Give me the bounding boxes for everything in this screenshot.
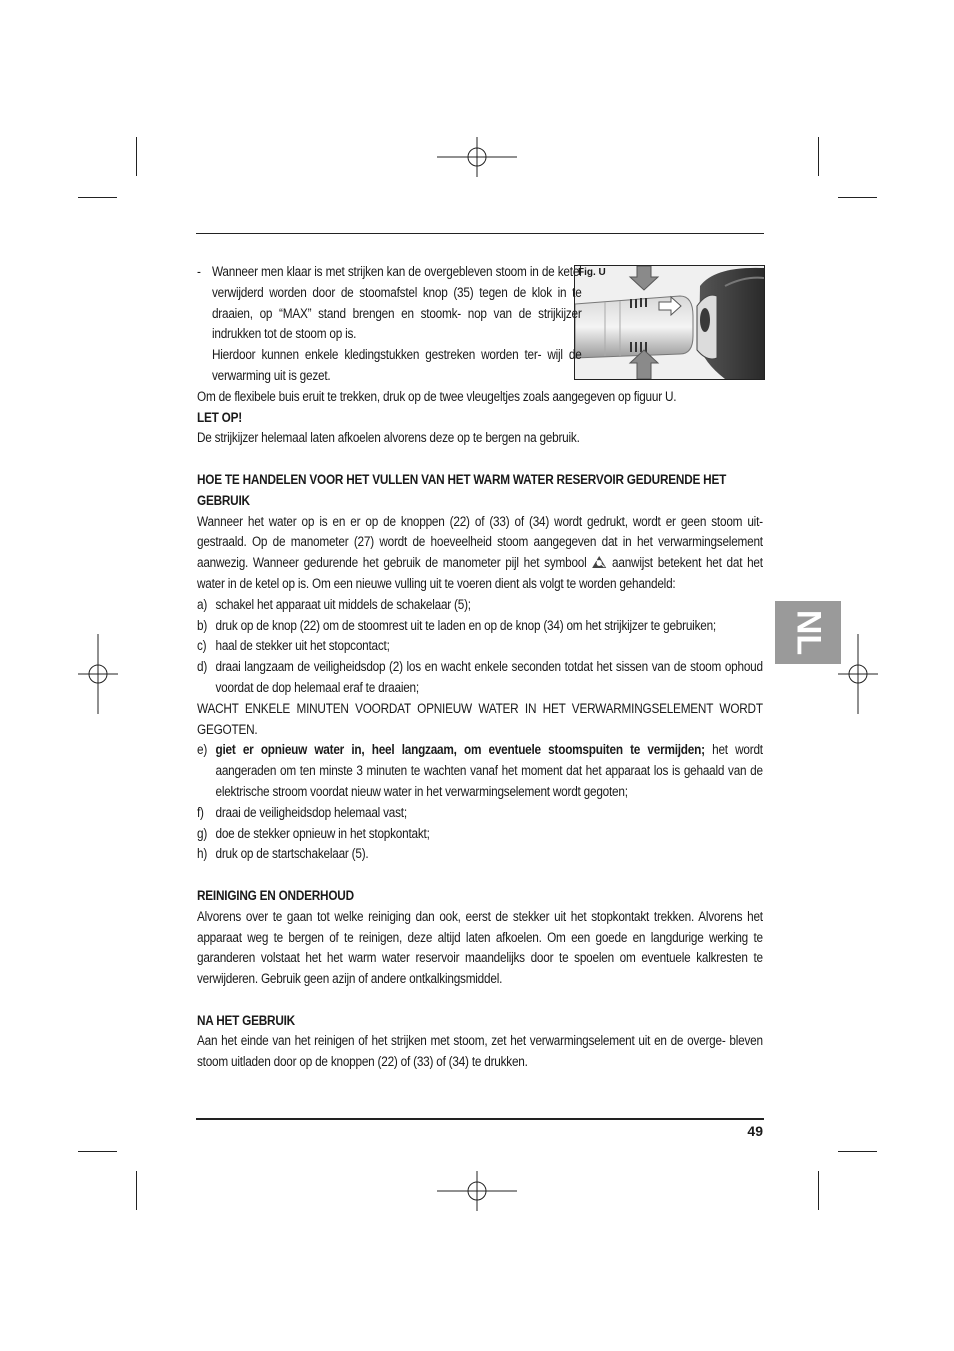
intro-dash-item <box>197 262 753 387</box>
list-marker: g) <box>197 825 208 841</box>
cleaning-text: Alvorens over te gaan tot welke reiniging dan ook, eerst de stekker uit het stopkontakt trekken. Alvorens het apparaat weg te bergen of te reinigen, deze altijd laten afkoelen. Om een goede en langdurige werking te garanderen volstaat het het warm water reservoir maandelijks door te spoelen om eventuele kalkresten te verwijderen. Gebruik geen azijn of andere ontkalkingsmiddel. <box>197 908 763 987</box>
list-marker: d) <box>197 659 208 675</box>
list-item <box>197 657 763 699</box>
caps-notice: WACHT ENKELE MINUTEN VOORDAT OPNIEUW WATER IN HET VERWARMINGSELEMENT WORDT GEGOTEN. <box>197 700 763 737</box>
intro-paragraph-2: Hierdoor kunnen enkele kledingstukken gestreken worden ter- wijl de verwarming uit is gezet. <box>211 347 582 383</box>
refill-text-before: Wanneer het water op is en er op de knoppen (22) of (33) of (34) wordt gedrukt, wordt er geen stoom uit- gestraald. Op de manometer (27) wordt de hoeveelheid stoom aangegeven dat in het verwarmingselement aanwezig. Wanneer gedurende het gebruik de manometer pijl het symbool <box>197 513 763 571</box>
list-text <box>215 740 762 802</box>
list-text: draai de veiligheidsdop helemaal vast; <box>215 804 407 820</box>
list-item <box>197 844 763 865</box>
registration-mark-left <box>78 634 118 714</box>
step-e-bold: giet er opnieuw water in, heel langzaam, om eventuele stoomspuiten te vermijden; <box>215 742 705 758</box>
list-marker: e) <box>197 742 208 758</box>
footer-rule <box>196 1118 764 1120</box>
list-item <box>197 824 763 845</box>
list-item <box>197 803 763 824</box>
list-text: doe de stekker opnieuw in het stopkontakt; <box>215 825 430 841</box>
figure-label: Fig. U <box>578 267 606 278</box>
list-text: druk op de startschakelaar (5). <box>215 846 369 862</box>
after-use-heading: NA HET GEBRUIK <box>197 1012 295 1028</box>
warning-title: LET OP! <box>197 409 242 425</box>
list-text: druk op de knop (22) om de stoomrest uit te laden en op de knop (34) om het strijkijzer te gebruiken; <box>215 617 716 633</box>
language-tab-label: NL <box>789 609 828 656</box>
list-item <box>197 616 763 637</box>
registration-mark-top <box>437 137 517 177</box>
list-marker: c) <box>197 638 207 654</box>
list-item-e <box>197 740 763 802</box>
list-text: haal de stekker uit het stopcontact; <box>215 638 390 654</box>
intro-paragraph-3: Om de flexibele buis eruit te trekken, druk op de twee vleugeltjes zoals aangegeven op figuur U. <box>197 388 677 404</box>
refill-intro <box>197 512 763 595</box>
page-number: 49 <box>747 1123 763 1139</box>
list-marker: b) <box>197 617 208 633</box>
refill-text-after: aanwijst betekent het dat het water in de ketel op is. Om een nieuwe vulling uit te voeren dient als volgt te worden gehandeld: <box>197 555 763 591</box>
list-marker: a) <box>197 596 208 612</box>
step-e-rest: het wordt aangeraden om ten minste 3 minuten te wachten vanaf het moment dat het apparaat los is gehaald van de elektrische stroom voordat nieuw water in het verwarmingselement wordt gegoten; <box>215 742 763 799</box>
header-rule <box>196 233 764 234</box>
list-item <box>197 636 763 657</box>
list-text: draai langzaam de veiligheidsdop (2) los en wacht enkele seconden totdat het sissen van de stoom ophoud voordat de dop helemaal eraf te draaien; <box>215 659 763 695</box>
main-content <box>197 262 763 1073</box>
warning-text: De strijkijzer helemaal laten afkoelen alvorens deze op te bergen na gebruik. <box>197 430 580 446</box>
list-marker: f) <box>197 804 204 820</box>
list-marker: h) <box>197 846 208 862</box>
after-use-text: Aan het einde van het reinigen of het strijken met stoom, zet het verwarmingselement uit en de overge- bleven stoom uitladen door op de knoppen (22) of (33) of (34) te drukken. <box>197 1033 763 1070</box>
intro-paragraph-1: Wanneer men klaar is met strijken kan de overgebleven stoom in de ketel verwijderd worden door de stoomafstel knop (35) tegen de klok in te draaien, op “MAX” stand brengen en stoomk- nop van de strijkijzer indrukken tot de stoom op is. <box>211 264 582 342</box>
registration-mark-bottom <box>437 1171 517 1211</box>
language-tab <box>775 601 841 664</box>
empty-boiler-symbol-icon <box>591 555 607 569</box>
list-text: schakel het apparaat uit middels de schakelaar (5); <box>215 596 471 612</box>
refill-heading: HOE TE HANDELEN VOOR HET VULLEN VAN HET WARM WATER RESERVOIR GEDURENDE HET GEBRUIK <box>197 471 727 508</box>
list-item <box>197 595 763 616</box>
dash-marker: - <box>197 264 201 279</box>
cleaning-heading: REINIGING EN ONDERHOUD <box>197 887 354 903</box>
registration-mark-right <box>838 634 878 714</box>
